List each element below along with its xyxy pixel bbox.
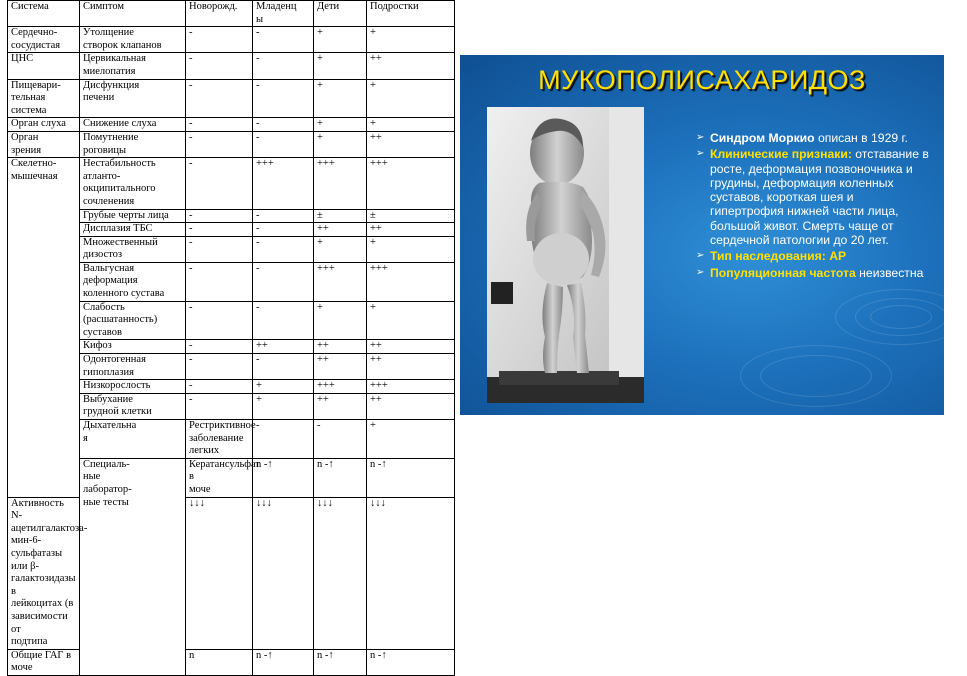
bullet-heading: Клинические признаки:: [710, 147, 852, 162]
slide-title: МУКОПОЛИСАХАРИДОЗ: [538, 65, 866, 95]
severity-cell: +: [314, 131, 367, 157]
ripple-decoration: [740, 345, 892, 407]
severity-cell: -: [253, 223, 314, 237]
symptom-cell: Рестриктивное заболевание легких: [186, 420, 253, 459]
severity-cell: +++: [367, 262, 455, 301]
severity-cell: +: [367, 301, 455, 340]
slide-bullet: [696, 266, 930, 280]
symptom-cell: Кератансульфат в моче: [186, 458, 253, 497]
severity-cell: +: [367, 420, 455, 459]
severity-cell: -: [186, 301, 253, 340]
severity-cell: ++: [367, 393, 455, 419]
bullet-heading: Синдром Моркио: [710, 131, 815, 145]
severity-cell: ++: [367, 354, 455, 380]
severity-cell: -: [186, 158, 253, 209]
severity-cell: -: [253, 209, 314, 223]
severity-cell: -: [253, 301, 314, 340]
table-row: [8, 27, 455, 53]
severity-cell: -: [186, 380, 253, 394]
system-cell: Дыхательна я: [80, 420, 186, 459]
column-header: Система: [8, 1, 80, 27]
column-header: Подростки: [367, 1, 455, 27]
table-row: [8, 118, 455, 132]
slide-bullet: [696, 131, 930, 145]
symptom-cell: Снижение слуха: [80, 118, 186, 132]
severity-cell: +: [314, 118, 367, 132]
symptom-cell: Низкорослость: [80, 380, 186, 394]
symptom-cell: Нестабильность атланто- окципитального сочленения: [80, 158, 186, 209]
symptom-cell: Одонтогенная гипоплазия: [80, 354, 186, 380]
severity-cell: -: [186, 131, 253, 157]
severity-cell: ↓↓↓: [314, 497, 367, 649]
severity-cell: +: [314, 301, 367, 340]
severity-cell: ++: [367, 223, 455, 237]
symptom-cell: Активность N- ацетилгалактоза- мин-6-сульфатазы или β- галактозидазы в лейкоцитах (в зависимости от подтипа: [8, 497, 80, 649]
symptom-cell: Грубые черты лица: [80, 209, 186, 223]
severity-cell: ++: [314, 354, 367, 380]
severity-cell: -: [186, 393, 253, 419]
symptom-cell: Дисплазия ТБС: [80, 223, 186, 237]
table-row: [8, 158, 455, 209]
symptom-cell: Кифоз: [80, 340, 186, 354]
table-row: [8, 79, 455, 118]
severity-cell: +++: [314, 262, 367, 301]
severity-cell: -: [186, 27, 253, 53]
symptom-cell: Выбухание грудной клетки: [80, 393, 186, 419]
severity-cell: -: [186, 209, 253, 223]
table-row: [8, 131, 455, 157]
column-header: Новорожд.: [186, 1, 253, 27]
severity-cell: +++: [314, 380, 367, 394]
severity-cell: n: [186, 649, 253, 675]
severity-cell: -: [253, 236, 314, 262]
severity-cell: +: [367, 236, 455, 262]
severity-cell: +: [314, 27, 367, 53]
severity-cell: n -↑: [367, 458, 455, 497]
column-header: Дети: [314, 1, 367, 27]
column-header: Младенц ы: [253, 1, 314, 27]
severity-cell: -: [253, 27, 314, 53]
system-cell: Скелетно- мышечная: [8, 158, 80, 497]
severity-cell: -: [253, 354, 314, 380]
severity-cell: +: [367, 118, 455, 132]
severity-cell: -: [186, 354, 253, 380]
severity-cell: -: [186, 340, 253, 354]
severity-cell: +: [253, 380, 314, 394]
severity-cell: +: [314, 79, 367, 118]
severity-cell: -: [253, 131, 314, 157]
severity-cell: -: [253, 420, 314, 459]
bullet-arrow-icon: ➢: [696, 250, 705, 262]
severity-cell: -: [186, 118, 253, 132]
severity-cell: -: [186, 262, 253, 301]
severity-cell: n -↑: [314, 458, 367, 497]
bullet-text: неизвестна: [855, 265, 924, 280]
symptom-table-body: [8, 1, 455, 676]
bullet-arrow-icon: ➢: [696, 266, 705, 278]
system-cell: Орган зрения: [8, 131, 80, 157]
system-cell: Сердечно- сосудистая: [8, 27, 80, 53]
bullet-arrow-icon: ➢: [696, 132, 705, 143]
severity-cell: ++: [314, 223, 367, 237]
symptom-cell: Цервикальная миелопатия: [80, 53, 186, 79]
severity-cell: ↓↓↓: [253, 497, 314, 649]
bullet-arrow-icon: ➢: [696, 148, 705, 160]
symptom-table: [7, 0, 455, 676]
bullet-heading: Популяционная частота: [710, 265, 856, 280]
severity-cell: -: [186, 223, 253, 237]
severity-cell: -: [314, 420, 367, 459]
patient-photo-graphic: [487, 107, 644, 403]
column-header: Симптом: [80, 1, 186, 27]
severity-cell: +++: [367, 158, 455, 209]
severity-cell: ++: [367, 340, 455, 354]
severity-cell: -: [186, 79, 253, 118]
bullet-text: описан в 1929 г.: [814, 131, 908, 145]
severity-cell: +++: [253, 158, 314, 209]
severity-cell: ++: [314, 393, 367, 419]
symptom-cell: Помутнение роговицы: [80, 131, 186, 157]
system-cell: ЦНС: [8, 53, 80, 79]
slide-panel: [460, 55, 944, 415]
ripple-decoration: [835, 289, 967, 345]
symptom-cell: Общие ГАГ в моче: [8, 649, 80, 675]
table-row: [8, 497, 455, 649]
severity-cell: n -↑: [314, 649, 367, 675]
severity-cell: ±: [367, 209, 455, 223]
severity-cell: ++: [253, 340, 314, 354]
symptom-cell: Множественный дизостоз: [80, 236, 186, 262]
severity-cell: +++: [367, 380, 455, 394]
severity-cell: n -↑: [253, 649, 314, 675]
severity-cell: -: [253, 262, 314, 301]
severity-cell: ↓↓↓: [186, 497, 253, 649]
symptom-cell: Слабость (расшатанность) суставов: [80, 301, 186, 340]
severity-cell: ++: [367, 131, 455, 157]
patient-photo: [487, 107, 644, 403]
slide-bullet-list: [696, 131, 930, 282]
symptom-cell: Дисфункция печени: [80, 79, 186, 118]
severity-cell: +: [253, 393, 314, 419]
severity-cell: ++: [367, 53, 455, 79]
severity-cell: ++: [314, 340, 367, 354]
table-header-row: [8, 1, 455, 27]
bullet-heading: Тип наследования: АР: [710, 249, 847, 264]
severity-cell: ±: [314, 209, 367, 223]
symptom-cell: Вальгусная деформация коленного сустава: [80, 262, 186, 301]
severity-cell: +: [367, 27, 455, 53]
bullet-text: отставание в росте, деформация позвоночника и грудины, деформация коленных суставов, короткая шея и гипертрофия нижней части лица, большой живот. Смерть чаще от сердечной патологии до 20 лет.: [710, 147, 929, 248]
severity-cell: -: [186, 53, 253, 79]
severity-cell: -: [253, 118, 314, 132]
severity-cell: n -↑: [253, 458, 314, 497]
table-row: [8, 53, 455, 79]
severity-cell: +: [314, 236, 367, 262]
system-cell: Пищевари- тельная система: [8, 79, 80, 118]
severity-cell: -: [253, 53, 314, 79]
severity-cell: n -↑: [367, 649, 455, 675]
table-row: [8, 649, 455, 675]
severity-cell: +: [367, 79, 455, 118]
severity-cell: ↓↓↓: [367, 497, 455, 649]
system-cell: Специаль- ные лаборатор- ные тесты: [80, 458, 186, 675]
severity-cell: -: [253, 79, 314, 118]
slide-bullet: [696, 147, 930, 247]
severity-cell: +++: [314, 158, 367, 209]
slide-bullet: [696, 249, 930, 263]
severity-cell: +: [314, 53, 367, 79]
symptom-cell: Утолщение створок клапанов: [80, 27, 186, 53]
severity-cell: -: [186, 236, 253, 262]
system-cell: Орган слуха: [8, 118, 80, 132]
